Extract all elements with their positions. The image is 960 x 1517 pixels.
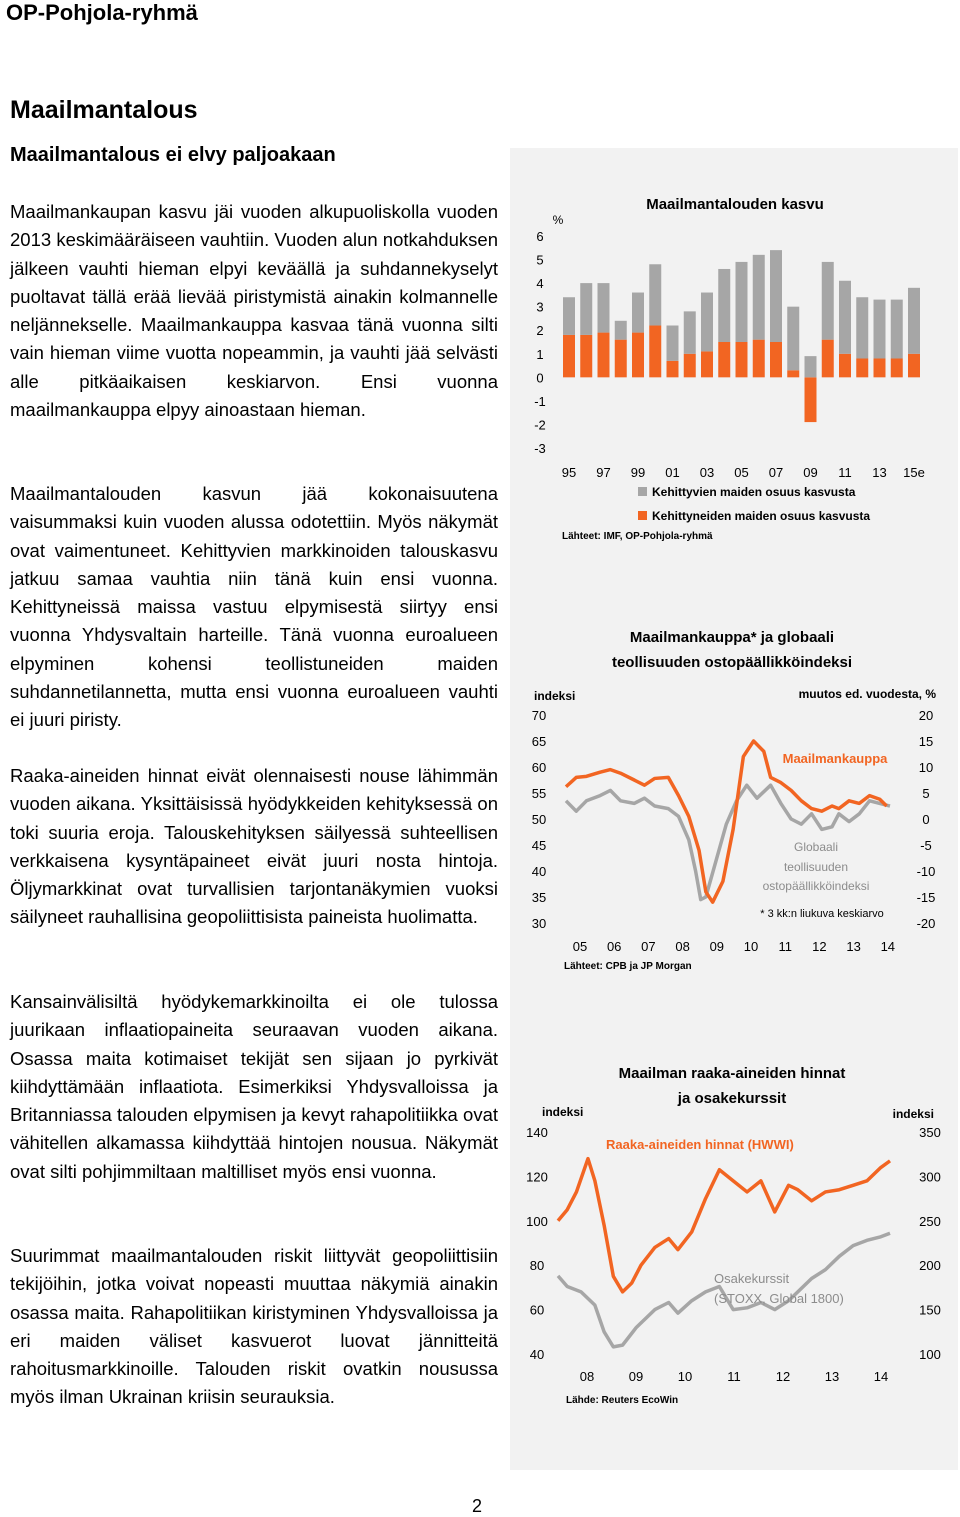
chart-title-line-2: teollisuuden ostopäällikköindeksi bbox=[611, 654, 853, 671]
bar-developed bbox=[684, 354, 696, 378]
right-y-tick-label: -10 bbox=[916, 864, 936, 879]
x-tick-label: 13 bbox=[846, 939, 861, 954]
left-y-tick-label: 40 bbox=[529, 1347, 545, 1362]
annotation-pmi: ostopäällikköindeksi bbox=[762, 879, 870, 893]
bar-emerging bbox=[718, 269, 730, 342]
y-tick-label: 4 bbox=[536, 276, 544, 292]
x-tick-label: 14 bbox=[880, 939, 896, 954]
bar-developed bbox=[822, 340, 834, 378]
left-y-tick-label: 55 bbox=[531, 786, 547, 801]
right-y-tick-label: 15 bbox=[918, 734, 934, 749]
right-y-tick-label: 150 bbox=[919, 1302, 941, 1318]
bar-developed bbox=[787, 370, 799, 377]
legend-swatch-grey bbox=[638, 487, 647, 496]
bar-developed bbox=[805, 377, 817, 422]
left-y-tick-label: 140 bbox=[526, 1125, 548, 1140]
bar-emerging bbox=[874, 300, 886, 359]
right-y-tick-label: 5 bbox=[922, 786, 930, 801]
left-axis-label: indeksi bbox=[542, 1105, 584, 1119]
bar-emerging bbox=[787, 307, 799, 371]
bar-emerging bbox=[667, 326, 679, 361]
right-y-tick-label: -15 bbox=[916, 890, 936, 905]
x-tick-label: 12 bbox=[812, 939, 827, 954]
chart-title-line-1: Maailman raaka-aineiden hinnat bbox=[618, 1065, 846, 1082]
left-y-tick-label: 35 bbox=[531, 890, 547, 905]
left-y-tick-label: 70 bbox=[531, 708, 547, 723]
left-y-tick-label: 45 bbox=[531, 838, 547, 853]
bar-emerging bbox=[753, 255, 765, 340]
right-y-tick-label: 200 bbox=[919, 1258, 941, 1274]
x-tick-label: 07 bbox=[768, 465, 784, 480]
annotation-equities: (STOXX, Global 1800) bbox=[714, 1291, 844, 1306]
right-y-tick-label: 250 bbox=[919, 1213, 941, 1229]
paragraph-2-block bbox=[10, 480, 498, 735]
paragraph-3-block bbox=[10, 762, 498, 932]
chart-title: Maailmantalouden kasvu bbox=[646, 196, 824, 213]
legend-swatch-orange bbox=[638, 511, 647, 520]
x-tick-label: 13 bbox=[872, 465, 887, 480]
paragraph-4-block bbox=[10, 988, 498, 1186]
bar-emerging bbox=[701, 293, 713, 352]
right-y-tick-label: 350 bbox=[919, 1125, 941, 1140]
bar-emerging bbox=[598, 283, 610, 332]
chart-title-line-1: Maailmankauppa* ja globaali bbox=[629, 629, 835, 646]
bar-emerging bbox=[563, 297, 575, 335]
bar-developed bbox=[753, 340, 765, 378]
annotation-world-trade: Maailmankauppa bbox=[782, 751, 888, 766]
left-y-tick-label: 80 bbox=[529, 1258, 545, 1274]
bar-emerging bbox=[736, 262, 748, 342]
company-header: OP-Pohjola-ryhmä bbox=[6, 0, 198, 25]
right-y-tick-label: 20 bbox=[918, 708, 934, 723]
right-axis-label: muutos ed. vuodesta, % bbox=[798, 687, 936, 701]
left-y-tick-label: 100 bbox=[526, 1213, 548, 1229]
y-tick-label: 1 bbox=[536, 346, 544, 362]
page-number: 2 bbox=[472, 1496, 483, 1516]
bar-developed bbox=[598, 333, 610, 378]
bar-developed bbox=[908, 354, 920, 378]
x-tick-label: 01 bbox=[665, 465, 680, 480]
y-tick-label: -2 bbox=[534, 417, 546, 433]
y-tick-label: 0 bbox=[536, 370, 544, 386]
x-tick-label: 15e bbox=[903, 465, 925, 480]
right-y-tick-label: 10 bbox=[918, 760, 934, 775]
x-tick-label: 09 bbox=[803, 465, 818, 480]
bar-developed bbox=[701, 351, 713, 377]
bar-emerging bbox=[649, 264, 661, 325]
bar-emerging bbox=[632, 293, 644, 333]
paragraph-5-block bbox=[10, 1242, 498, 1412]
annotation-pmi: Globaali bbox=[793, 840, 839, 854]
bar-developed bbox=[667, 361, 679, 377]
bar-developed bbox=[839, 354, 851, 378]
y-tick-label: -3 bbox=[534, 441, 546, 456]
bar-developed bbox=[736, 342, 748, 377]
y-tick-label: 3 bbox=[536, 299, 544, 315]
bar-emerging bbox=[856, 297, 868, 358]
paragraph: Suurimmat maailmantalouden riskit liittyvät geopoliittisiin tekijöihin, jotka voivat nopeasti muuttaa näkymiä ainakin osassa maita. Rahapolitiikan kiristyminen Yhdysvalloissa ja eri maiden väliset kasvuerot luovat jännitteitä rahoitusmarkkinoille. Talouden riskit ovatkin nousussa myös ilman Ukrainan kriisin seurauksia. bbox=[10, 1245, 498, 1408]
bar-developed bbox=[649, 326, 661, 378]
x-tick-label: 03 bbox=[699, 465, 715, 480]
x-tick-label: 05 bbox=[734, 465, 749, 480]
bar-developed bbox=[580, 335, 592, 377]
legend-item: Kehittyneiden maiden osuus kasvusta bbox=[652, 509, 871, 523]
chart-source: Lähde: Reuters EcoWin bbox=[566, 1395, 679, 1406]
x-tick-label: 14 bbox=[873, 1369, 889, 1384]
paragraph: Maailmankaupan kasvu jäi vuoden alkupuoliskolla vuoden 2013 keskimääräiseen vauhtiin. Vuoden alun notkahduksen jälkeen vauhti hieman elpyi keväällä ja suhdannekyselyt puoltavat tällä erää lievää piristymistä ainakin kolmannelle neljännekselle. Maailmankauppa kasvaa tänä vuonna silti vain hieman viime vuotta nopeammin, ja vauhti jää selvästi alle pitkäaikaisen keskiarvon. Ensi vuonna maailmankauppa elpyy ainoastaan hieman. bbox=[10, 201, 498, 421]
growth-bar-chart bbox=[510, 180, 958, 555]
right-y-tick-label: -20 bbox=[916, 916, 936, 931]
x-tick-label: 08 bbox=[675, 939, 690, 954]
commodity-equity-line-chart bbox=[510, 1058, 958, 1413]
x-tick-label: 10 bbox=[677, 1369, 693, 1384]
annotation-footnote: * 3 kk:n liukuva keskiarvo bbox=[760, 908, 884, 920]
bar-emerging bbox=[805, 356, 817, 377]
bar-emerging bbox=[891, 300, 903, 359]
left-y-tick-label: 60 bbox=[531, 760, 547, 775]
bar-developed bbox=[891, 358, 903, 377]
bar-developed bbox=[632, 333, 644, 378]
left-y-tick-label: 120 bbox=[526, 1169, 548, 1185]
x-tick-label: 08 bbox=[579, 1369, 595, 1384]
paragraph: Maailmantalouden kasvun jää kokonaisuutena vaisummaksi kuin vuoden alussa odotettiin. Myös näkymät ovat vaimentuneet. Kehittyvien markkinoiden talouskasvu jatkuu samaa vauhtia niin tänä kuin ensi vuonna. Kehittyneissä maissa vastuu elpymisestä siirtyy ensi vuonna Yhdysvaltain harteille. Tänä vuonna euroalueen elpyminen kohensi teollistuneiden maiden suhdannetilannetta, mutta ensi vuonna euroalueen vauhti ei juuri piristy. bbox=[10, 483, 498, 731]
bar-emerging bbox=[770, 250, 782, 342]
x-tick-label: 97 bbox=[596, 465, 611, 480]
annotation-commodities: Raaka-aineiden hinnat (HWWI) bbox=[606, 1137, 794, 1152]
bar-developed bbox=[615, 340, 627, 378]
x-tick-label: 09 bbox=[709, 939, 725, 954]
bar-developed bbox=[770, 342, 782, 377]
x-tick-label: 95 bbox=[561, 465, 577, 480]
x-tick-label: 12 bbox=[775, 1369, 791, 1384]
right-y-tick-label: -5 bbox=[920, 838, 932, 853]
x-tick-label: 06 bbox=[606, 939, 622, 954]
y-axis-label: % bbox=[552, 213, 564, 227]
left-y-tick-label: 65 bbox=[531, 734, 547, 749]
chart-title-line-2: ja osakekurssit bbox=[677, 1090, 787, 1107]
x-tick-label: 99 bbox=[630, 465, 646, 480]
x-tick-label: 05 bbox=[572, 939, 588, 954]
article-subtitle: Maailmantalous ei elvy paljoakaan bbox=[10, 144, 336, 166]
x-tick-label: 13 bbox=[824, 1369, 840, 1384]
chart-source: Lähteet: IMF, OP-Pohjola-ryhmä bbox=[562, 531, 713, 542]
section-title: Maailmantalous bbox=[10, 96, 198, 124]
right-axis-label: indeksi bbox=[892, 1107, 934, 1121]
left-y-tick-label: 50 bbox=[531, 812, 547, 827]
y-tick-label: 2 bbox=[536, 323, 544, 339]
trade-pmi-line-chart bbox=[510, 620, 958, 980]
x-tick-label: 09 bbox=[628, 1369, 644, 1384]
y-tick-label: 5 bbox=[536, 252, 544, 268]
left-y-tick-label: 60 bbox=[529, 1302, 545, 1318]
bar-emerging bbox=[615, 321, 627, 340]
x-tick-label: 11 bbox=[727, 1369, 741, 1384]
bar-developed bbox=[856, 358, 868, 377]
annotation-equities: Osakekurssit bbox=[714, 1271, 790, 1286]
bar-emerging bbox=[580, 283, 592, 335]
bar-emerging bbox=[908, 288, 920, 354]
right-y-tick-label: 100 bbox=[919, 1347, 941, 1362]
x-tick-label: 10 bbox=[743, 939, 759, 954]
bar-developed bbox=[718, 342, 730, 377]
left-y-tick-label: 30 bbox=[531, 916, 547, 931]
right-y-tick-label: 300 bbox=[919, 1169, 941, 1185]
bar-emerging bbox=[684, 311, 696, 353]
x-tick-label: 11 bbox=[778, 939, 792, 954]
y-tick-label: -1 bbox=[534, 393, 546, 409]
left-y-tick-label: 40 bbox=[531, 864, 547, 879]
paragraph-1-block bbox=[10, 198, 498, 424]
paragraph: Raaka-aineiden hinnat eivät olennaisesti nouse lähimmän vuoden aikana. Yksittäisissä hyödykkeiden kehityksessä on toki suuria eroja. Talouskehityksen säilyessä suhteellisen verkkaisena kysyntäpaineet eivät juuri nosta hintoja. Öljymarkkinat ovat turvallisien tarjontanäkymien vuoksi säilyneet rauhallisina geopoliittisista paineista huolimatta. bbox=[10, 765, 498, 928]
right-y-tick-label: 0 bbox=[922, 812, 930, 827]
chart-source: Lähteet: CPB ja JP Morgan bbox=[564, 961, 692, 972]
legend-item: Kehittyvien maiden osuus kasvusta bbox=[652, 485, 856, 499]
paragraph: Kansainvälisiltä hyödykemarkkinoilta ei ole tulossa juurikaan inflaatiopaineita seuraavan vuoden aikana. Osassa maita kotimaiset tekijät sen sijaan jo pyrkivät kiihdyttämään inflaatiota. Esimerkiksi Yhdysvalloissa ja Britanniassa talouden elpymisen ja kevyt rahapolitiikka ovat vähitellen alkamassa kiihdyttää hintojen nousua. Näkymät ovat silti pohjimmiltaan maltilliset myös ensi vuonna. bbox=[10, 991, 498, 1182]
bar-emerging bbox=[839, 281, 851, 354]
annotation-pmi: teollisuuden bbox=[783, 860, 849, 874]
x-tick-label: 11 bbox=[838, 465, 852, 480]
bar-developed bbox=[563, 335, 575, 377]
bar-emerging bbox=[822, 262, 834, 340]
x-tick-label: 07 bbox=[641, 939, 656, 954]
y-tick-label: 6 bbox=[536, 229, 544, 244]
left-axis-label: indeksi bbox=[534, 689, 576, 703]
bar-developed bbox=[874, 358, 886, 377]
